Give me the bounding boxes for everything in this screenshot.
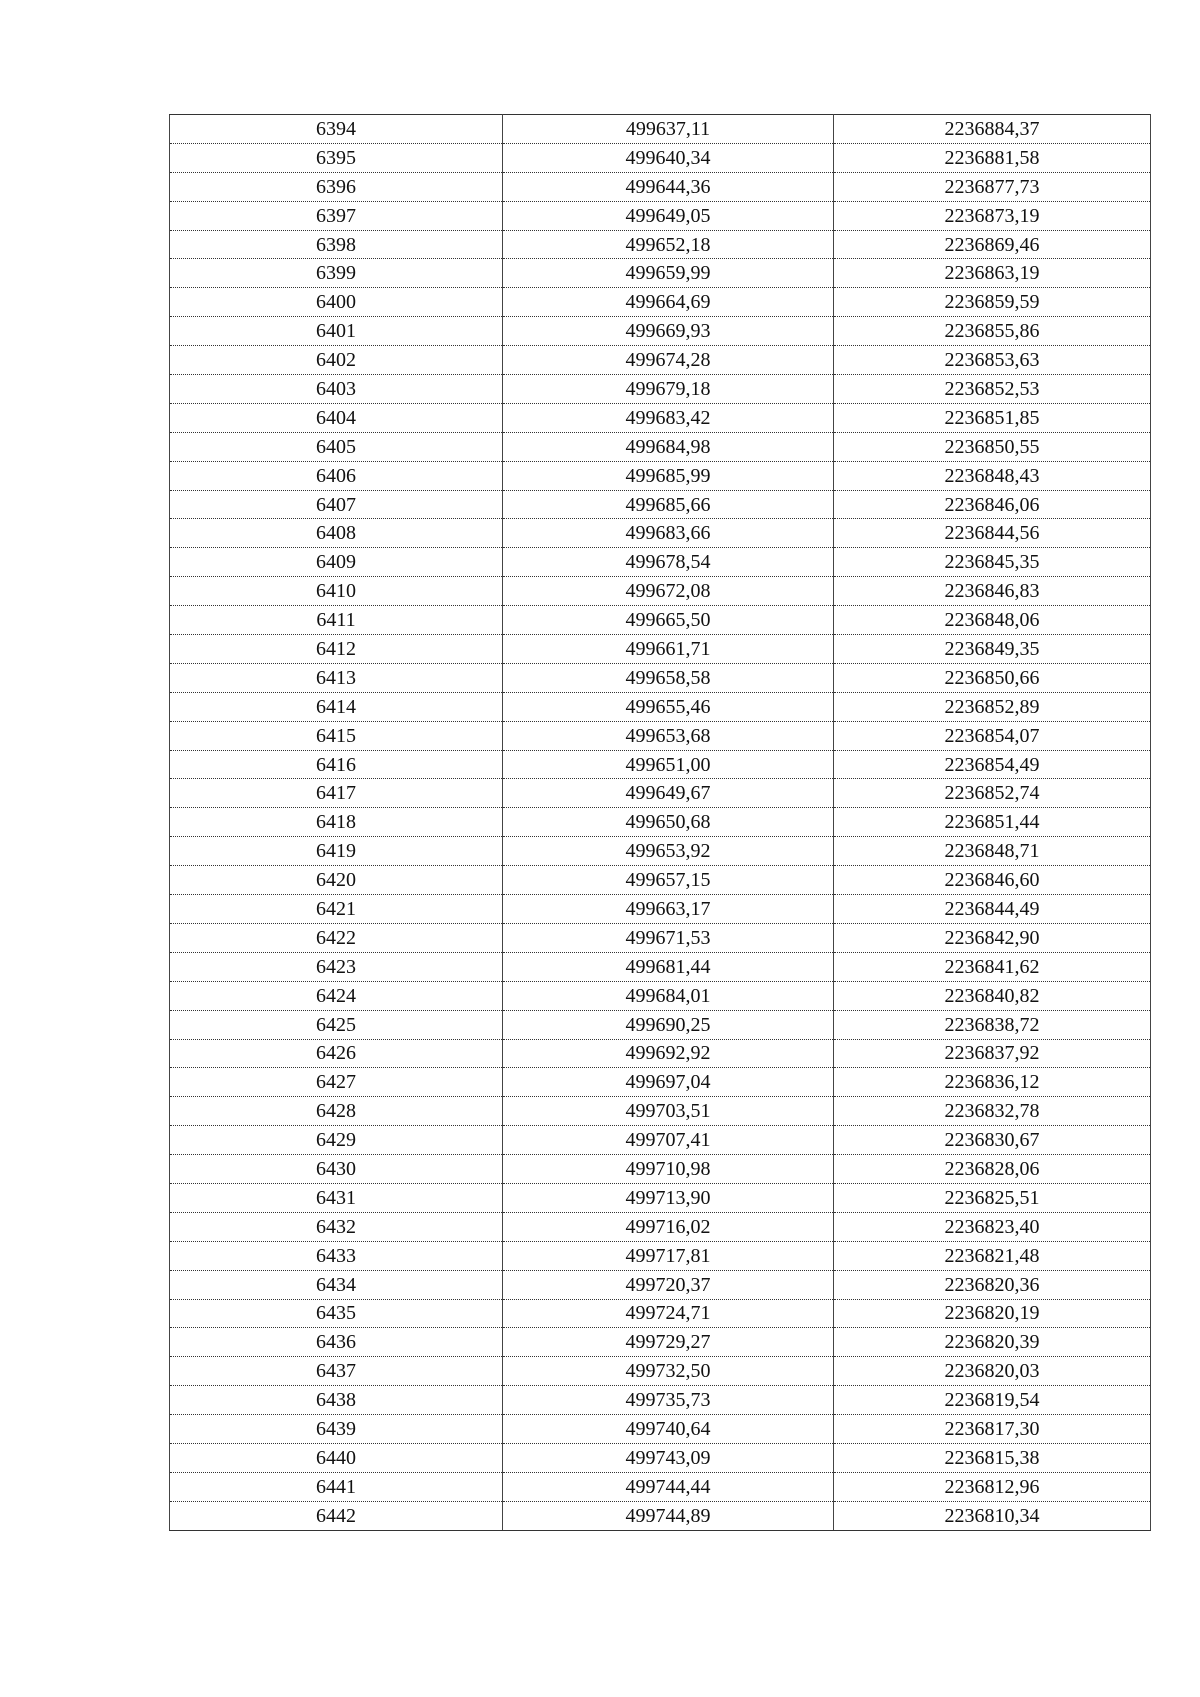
x-coordinate-cell: 499710,98 (503, 1155, 834, 1184)
table-row (170, 1299, 1151, 1328)
y-coordinate-cell: 2236846,60 (834, 866, 1151, 895)
x-coordinate-cell: 499671,53 (503, 923, 834, 952)
point-number-cell: 6407 (170, 490, 503, 519)
x-coordinate-cell: 499678,54 (503, 548, 834, 577)
x-coordinate-cell: 499658,58 (503, 663, 834, 692)
x-coordinate-cell: 499652,18 (503, 230, 834, 259)
y-coordinate-cell: 2236851,44 (834, 808, 1151, 837)
y-coordinate-cell: 2236884,37 (834, 115, 1151, 144)
y-coordinate-cell: 2236851,85 (834, 403, 1151, 432)
point-number-cell: 6400 (170, 288, 503, 317)
table-row (170, 346, 1151, 375)
table-row (170, 1357, 1151, 1386)
y-coordinate-cell: 2236852,53 (834, 375, 1151, 404)
table-row (170, 259, 1151, 288)
table-row (170, 663, 1151, 692)
x-coordinate-cell: 499740,64 (503, 1415, 834, 1444)
table-row (170, 1270, 1151, 1299)
table-row (170, 635, 1151, 664)
x-coordinate-cell: 499665,50 (503, 606, 834, 635)
point-number-cell: 6402 (170, 346, 503, 375)
table-row (170, 1155, 1151, 1184)
x-coordinate-cell: 499743,09 (503, 1443, 834, 1472)
x-coordinate-cell: 499649,05 (503, 201, 834, 230)
x-coordinate-cell: 499674,28 (503, 346, 834, 375)
point-number-cell: 6426 (170, 1039, 503, 1068)
y-coordinate-cell: 2236819,54 (834, 1386, 1151, 1415)
point-number-cell: 6406 (170, 461, 503, 490)
x-coordinate-cell: 499744,44 (503, 1472, 834, 1501)
point-number-cell: 6429 (170, 1126, 503, 1155)
x-coordinate-cell: 499683,42 (503, 403, 834, 432)
point-number-cell: 6439 (170, 1415, 503, 1444)
table-row (170, 750, 1151, 779)
y-coordinate-cell: 2236859,59 (834, 288, 1151, 317)
y-coordinate-cell: 2236850,55 (834, 432, 1151, 461)
y-coordinate-cell: 2236853,63 (834, 346, 1151, 375)
x-coordinate-cell: 499692,92 (503, 1039, 834, 1068)
point-number-cell: 6403 (170, 375, 503, 404)
point-number-cell: 6420 (170, 866, 503, 895)
table-row (170, 1415, 1151, 1444)
y-coordinate-cell: 2236817,30 (834, 1415, 1151, 1444)
point-number-cell: 6401 (170, 317, 503, 346)
coordinates-table (169, 114, 1151, 1531)
y-coordinate-cell: 2236815,38 (834, 1443, 1151, 1472)
x-coordinate-cell: 499650,68 (503, 808, 834, 837)
table-row (170, 808, 1151, 837)
x-coordinate-cell: 499685,99 (503, 461, 834, 490)
y-coordinate-cell: 2236846,83 (834, 577, 1151, 606)
point-number-cell: 6405 (170, 432, 503, 461)
table-row (170, 1039, 1151, 1068)
point-number-cell: 6423 (170, 952, 503, 981)
point-number-cell: 6413 (170, 663, 503, 692)
point-number-cell: 6404 (170, 403, 503, 432)
y-coordinate-cell: 2236841,62 (834, 952, 1151, 981)
point-number-cell: 6425 (170, 1010, 503, 1039)
table-row (170, 721, 1151, 750)
y-coordinate-cell: 2236863,19 (834, 259, 1151, 288)
point-number-cell: 6399 (170, 259, 503, 288)
table-row (170, 895, 1151, 924)
table-row (170, 1126, 1151, 1155)
x-coordinate-cell: 499649,67 (503, 779, 834, 808)
x-coordinate-cell: 499684,01 (503, 981, 834, 1010)
y-coordinate-cell: 2236844,56 (834, 519, 1151, 548)
table-row (170, 201, 1151, 230)
x-coordinate-cell: 499640,34 (503, 143, 834, 172)
x-coordinate-cell: 499690,25 (503, 1010, 834, 1039)
table-row (170, 952, 1151, 981)
table-row (170, 143, 1151, 172)
table-row (170, 317, 1151, 346)
y-coordinate-cell: 2236810,34 (834, 1501, 1151, 1530)
y-coordinate-cell: 2236854,07 (834, 721, 1151, 750)
x-coordinate-cell: 499681,44 (503, 952, 834, 981)
y-coordinate-cell: 2236821,48 (834, 1241, 1151, 1270)
y-coordinate-cell: 2236820,19 (834, 1299, 1151, 1328)
point-number-cell: 6408 (170, 519, 503, 548)
table-row (170, 1443, 1151, 1472)
x-coordinate-cell: 499637,11 (503, 115, 834, 144)
y-coordinate-cell: 2236849,35 (834, 635, 1151, 664)
x-coordinate-cell: 499685,66 (503, 490, 834, 519)
x-coordinate-cell: 499703,51 (503, 1097, 834, 1126)
point-number-cell: 6418 (170, 808, 503, 837)
y-coordinate-cell: 2236852,74 (834, 779, 1151, 808)
point-number-cell: 6409 (170, 548, 503, 577)
x-coordinate-cell: 499735,73 (503, 1386, 834, 1415)
table-row (170, 1241, 1151, 1270)
point-number-cell: 6398 (170, 230, 503, 259)
table-row (170, 230, 1151, 259)
table-row (170, 779, 1151, 808)
y-coordinate-cell: 2236855,86 (834, 317, 1151, 346)
x-coordinate-cell: 499679,18 (503, 375, 834, 404)
y-coordinate-cell: 2236848,06 (834, 606, 1151, 635)
y-coordinate-cell: 2236842,90 (834, 923, 1151, 952)
x-coordinate-cell: 499720,37 (503, 1270, 834, 1299)
x-coordinate-cell: 499651,00 (503, 750, 834, 779)
table-row (170, 1068, 1151, 1097)
x-coordinate-cell: 499653,92 (503, 837, 834, 866)
y-coordinate-cell: 2236845,35 (834, 548, 1151, 577)
x-coordinate-cell: 499744,89 (503, 1501, 834, 1530)
x-coordinate-cell: 499716,02 (503, 1212, 834, 1241)
table-row (170, 1183, 1151, 1212)
table-row (170, 1501, 1151, 1530)
point-number-cell: 6412 (170, 635, 503, 664)
x-coordinate-cell: 499684,98 (503, 432, 834, 461)
x-coordinate-cell: 499659,99 (503, 259, 834, 288)
table-row (170, 923, 1151, 952)
table-row (170, 1472, 1151, 1501)
x-coordinate-cell: 499653,68 (503, 721, 834, 750)
point-number-cell: 6421 (170, 895, 503, 924)
y-coordinate-cell: 2236848,71 (834, 837, 1151, 866)
y-coordinate-cell: 2236869,46 (834, 230, 1151, 259)
point-number-cell: 6436 (170, 1328, 503, 1357)
table-row (170, 981, 1151, 1010)
y-coordinate-cell: 2236838,72 (834, 1010, 1151, 1039)
point-number-cell: 6438 (170, 1386, 503, 1415)
point-number-cell: 6419 (170, 837, 503, 866)
y-coordinate-cell: 2236830,67 (834, 1126, 1151, 1155)
x-coordinate-cell: 499644,36 (503, 172, 834, 201)
table-row (170, 115, 1151, 144)
y-coordinate-cell: 2236820,39 (834, 1328, 1151, 1357)
point-number-cell: 6431 (170, 1183, 503, 1212)
point-number-cell: 6395 (170, 143, 503, 172)
y-coordinate-cell: 2236825,51 (834, 1183, 1151, 1212)
x-coordinate-cell: 499683,66 (503, 519, 834, 548)
x-coordinate-cell: 499724,71 (503, 1299, 834, 1328)
point-number-cell: 6440 (170, 1443, 503, 1472)
point-number-cell: 6432 (170, 1212, 503, 1241)
point-number-cell: 6422 (170, 923, 503, 952)
y-coordinate-cell: 2236828,06 (834, 1155, 1151, 1184)
table-row (170, 403, 1151, 432)
point-number-cell: 6441 (170, 1472, 503, 1501)
y-coordinate-cell: 2236846,06 (834, 490, 1151, 519)
y-coordinate-cell: 2236873,19 (834, 201, 1151, 230)
table-row (170, 375, 1151, 404)
x-coordinate-cell: 499657,15 (503, 866, 834, 895)
y-coordinate-cell: 2236820,03 (834, 1357, 1151, 1386)
x-coordinate-cell: 499729,27 (503, 1328, 834, 1357)
table-row (170, 837, 1151, 866)
y-coordinate-cell: 2236837,92 (834, 1039, 1151, 1068)
y-coordinate-cell: 2236823,40 (834, 1212, 1151, 1241)
table-row (170, 692, 1151, 721)
point-number-cell: 6396 (170, 172, 503, 201)
table-row (170, 1328, 1151, 1357)
point-number-cell: 6414 (170, 692, 503, 721)
table-row (170, 1386, 1151, 1415)
point-number-cell: 6394 (170, 115, 503, 144)
point-number-cell: 6442 (170, 1501, 503, 1530)
point-number-cell: 6397 (170, 201, 503, 230)
x-coordinate-cell: 499663,17 (503, 895, 834, 924)
table-row (170, 461, 1151, 490)
x-coordinate-cell: 499655,46 (503, 692, 834, 721)
y-coordinate-cell: 2236850,66 (834, 663, 1151, 692)
x-coordinate-cell: 499697,04 (503, 1068, 834, 1097)
y-coordinate-cell: 2236844,49 (834, 895, 1151, 924)
y-coordinate-cell: 2236854,49 (834, 750, 1151, 779)
x-coordinate-cell: 499669,93 (503, 317, 834, 346)
x-coordinate-cell: 499661,71 (503, 635, 834, 664)
y-coordinate-cell: 2236852,89 (834, 692, 1151, 721)
table-row (170, 288, 1151, 317)
y-coordinate-cell: 2236881,58 (834, 143, 1151, 172)
point-number-cell: 6434 (170, 1270, 503, 1299)
y-coordinate-cell: 2236840,82 (834, 981, 1151, 1010)
point-number-cell: 6415 (170, 721, 503, 750)
y-coordinate-cell: 2236812,96 (834, 1472, 1151, 1501)
table-row (170, 577, 1151, 606)
y-coordinate-cell: 2236832,78 (834, 1097, 1151, 1126)
coordinates-table-body (170, 115, 1151, 1531)
point-number-cell: 6430 (170, 1155, 503, 1184)
y-coordinate-cell: 2236877,73 (834, 172, 1151, 201)
table-row (170, 519, 1151, 548)
table-row (170, 1212, 1151, 1241)
point-number-cell: 6435 (170, 1299, 503, 1328)
table-row (170, 1010, 1151, 1039)
table-row (170, 490, 1151, 519)
table-row (170, 172, 1151, 201)
point-number-cell: 6427 (170, 1068, 503, 1097)
table-row (170, 548, 1151, 577)
x-coordinate-cell: 499717,81 (503, 1241, 834, 1270)
x-coordinate-cell: 499672,08 (503, 577, 834, 606)
table-row (170, 432, 1151, 461)
table-row (170, 866, 1151, 895)
x-coordinate-cell: 499664,69 (503, 288, 834, 317)
point-number-cell: 6417 (170, 779, 503, 808)
point-number-cell: 6424 (170, 981, 503, 1010)
point-number-cell: 6416 (170, 750, 503, 779)
x-coordinate-cell: 499713,90 (503, 1183, 834, 1212)
table-row (170, 1097, 1151, 1126)
point-number-cell: 6433 (170, 1241, 503, 1270)
y-coordinate-cell: 2236836,12 (834, 1068, 1151, 1097)
x-coordinate-cell: 499707,41 (503, 1126, 834, 1155)
point-number-cell: 6411 (170, 606, 503, 635)
table-row (170, 606, 1151, 635)
y-coordinate-cell: 2236848,43 (834, 461, 1151, 490)
point-number-cell: 6428 (170, 1097, 503, 1126)
point-number-cell: 6410 (170, 577, 503, 606)
point-number-cell: 6437 (170, 1357, 503, 1386)
y-coordinate-cell: 2236820,36 (834, 1270, 1151, 1299)
x-coordinate-cell: 499732,50 (503, 1357, 834, 1386)
